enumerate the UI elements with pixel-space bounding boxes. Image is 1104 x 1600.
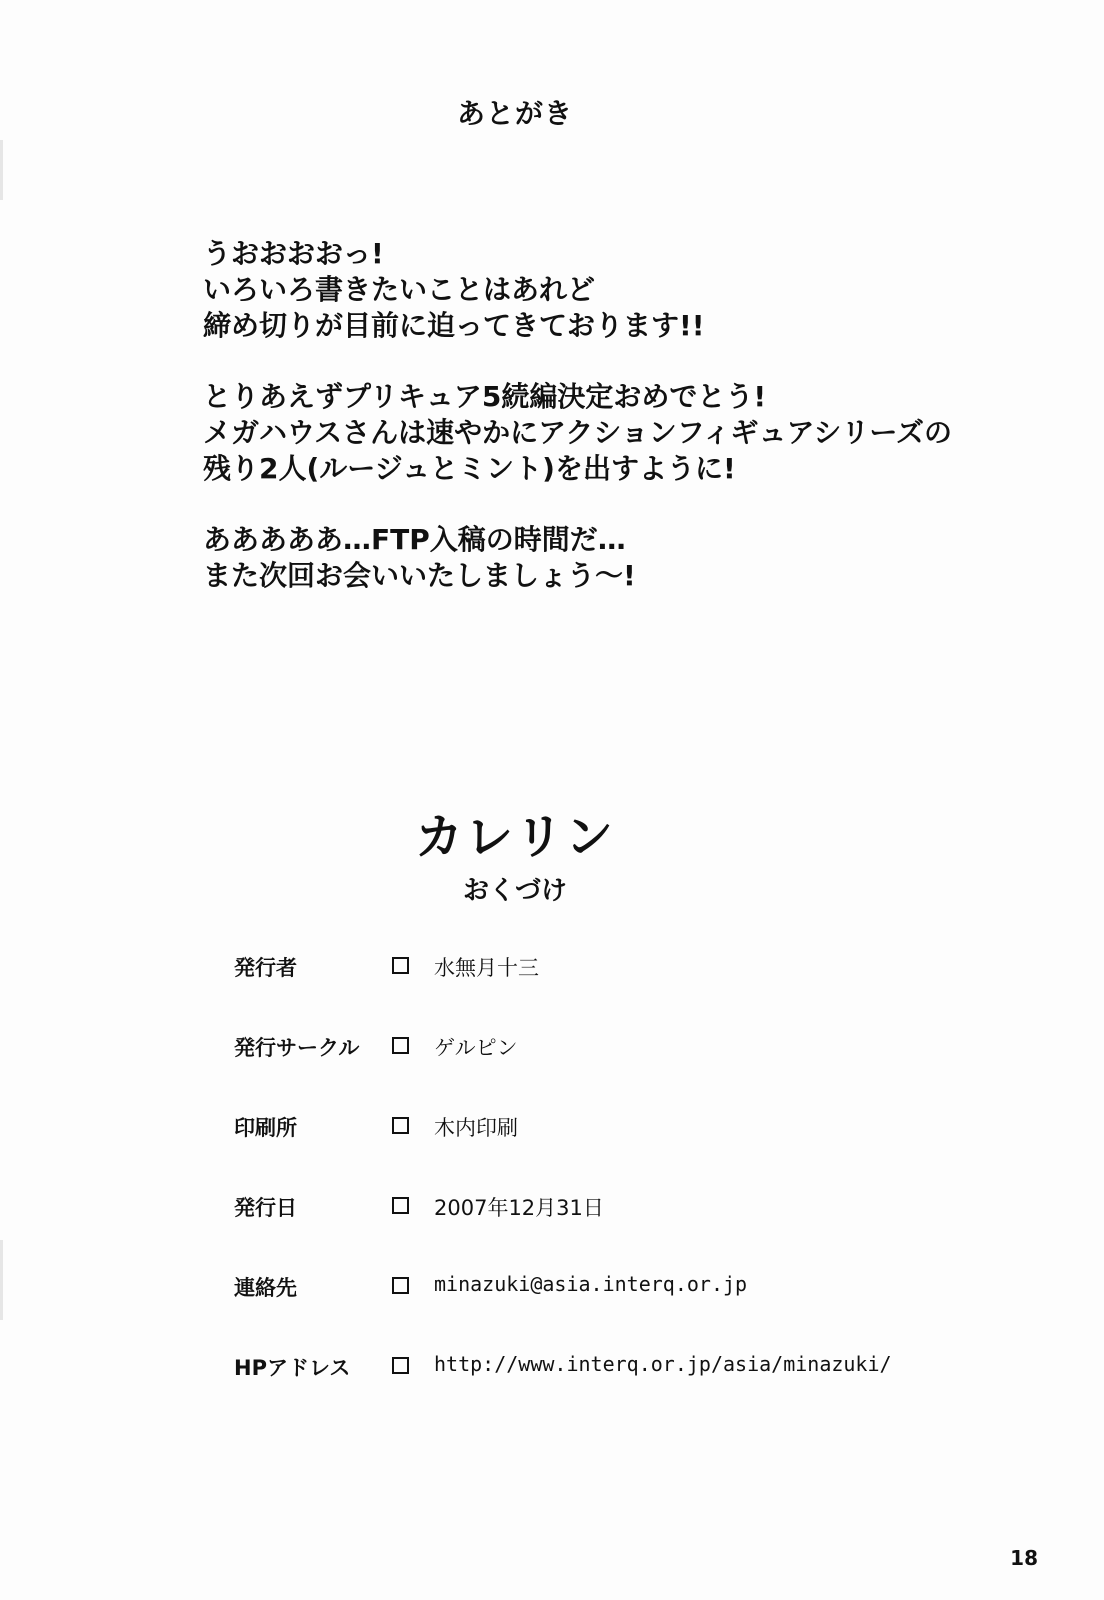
afterword-line: いろいろ書きたいことはあれど (203, 273, 596, 306)
colophon-row-circle (234, 1032, 1064, 1112)
afterword-line: メガハウスさんは速やかにアクションフィギュアシリーズの (203, 416, 953, 449)
afterword-line: また次回お会いいたしましょう〜! (203, 559, 636, 592)
contact-email: minazuki@asia.interq.or.jp (434, 1272, 748, 1296)
colophon-label: HPアドレス (234, 1356, 351, 1380)
afterword-paragraph (203, 522, 1023, 594)
colophon-title: カレリン (414, 809, 615, 865)
afterword-paragraph (203, 236, 1023, 344)
colophon-value: 木内印刷 (434, 1116, 518, 1140)
afterword-paragraph (203, 379, 1023, 487)
colophon-row-publisher (234, 952, 1064, 1032)
colophon-label: 発行サークル (234, 1036, 360, 1060)
box-bullet-icon (392, 1037, 409, 1054)
page-number: 18 (1010, 1546, 1038, 1570)
afterword-line: あああああ…FTP入稿の時間だ… (203, 523, 626, 556)
colophon-label: 発行日 (234, 1196, 297, 1220)
colophon-label: 発行者 (234, 956, 297, 980)
colophon-row-printer (234, 1112, 1064, 1192)
colophon-table (234, 952, 1064, 1432)
colophon-row-contact (234, 1272, 1064, 1352)
colophon-subtitle: おくづけ (462, 876, 567, 906)
colophon-value: 2007年12月31日 (434, 1196, 604, 1220)
colophon-label: 連絡先 (234, 1276, 297, 1300)
box-bullet-icon (392, 1117, 409, 1134)
afterword-line: 残り2人(ルージュとミント)を出すように! (203, 452, 736, 485)
colophon-label: 印刷所 (234, 1116, 297, 1140)
box-bullet-icon (392, 1277, 409, 1294)
afterword-line: 締め切りが目前に迫ってきております!! (203, 309, 705, 342)
afterword-body (203, 236, 1023, 629)
colophon-value: ゲルピン (434, 1036, 518, 1060)
box-bullet-icon (392, 957, 409, 974)
afterword-title: あとがき (456, 97, 573, 130)
scan-edge-mark (0, 1240, 3, 1320)
scan-edge-mark (0, 140, 3, 200)
colophon-row-date (234, 1192, 1064, 1272)
colophon-row-homepage (234, 1352, 1064, 1432)
box-bullet-icon (392, 1197, 409, 1214)
afterword-line: うおおおおっ! (203, 237, 384, 270)
box-bullet-icon (392, 1357, 409, 1374)
colophon-value: 水無月十三 (434, 956, 539, 980)
homepage-url: http://www.interq.or.jp/asia/minazuki/ (434, 1352, 892, 1376)
afterword-line: とりあえずプリキュア5続編決定おめでとう! (203, 380, 767, 413)
